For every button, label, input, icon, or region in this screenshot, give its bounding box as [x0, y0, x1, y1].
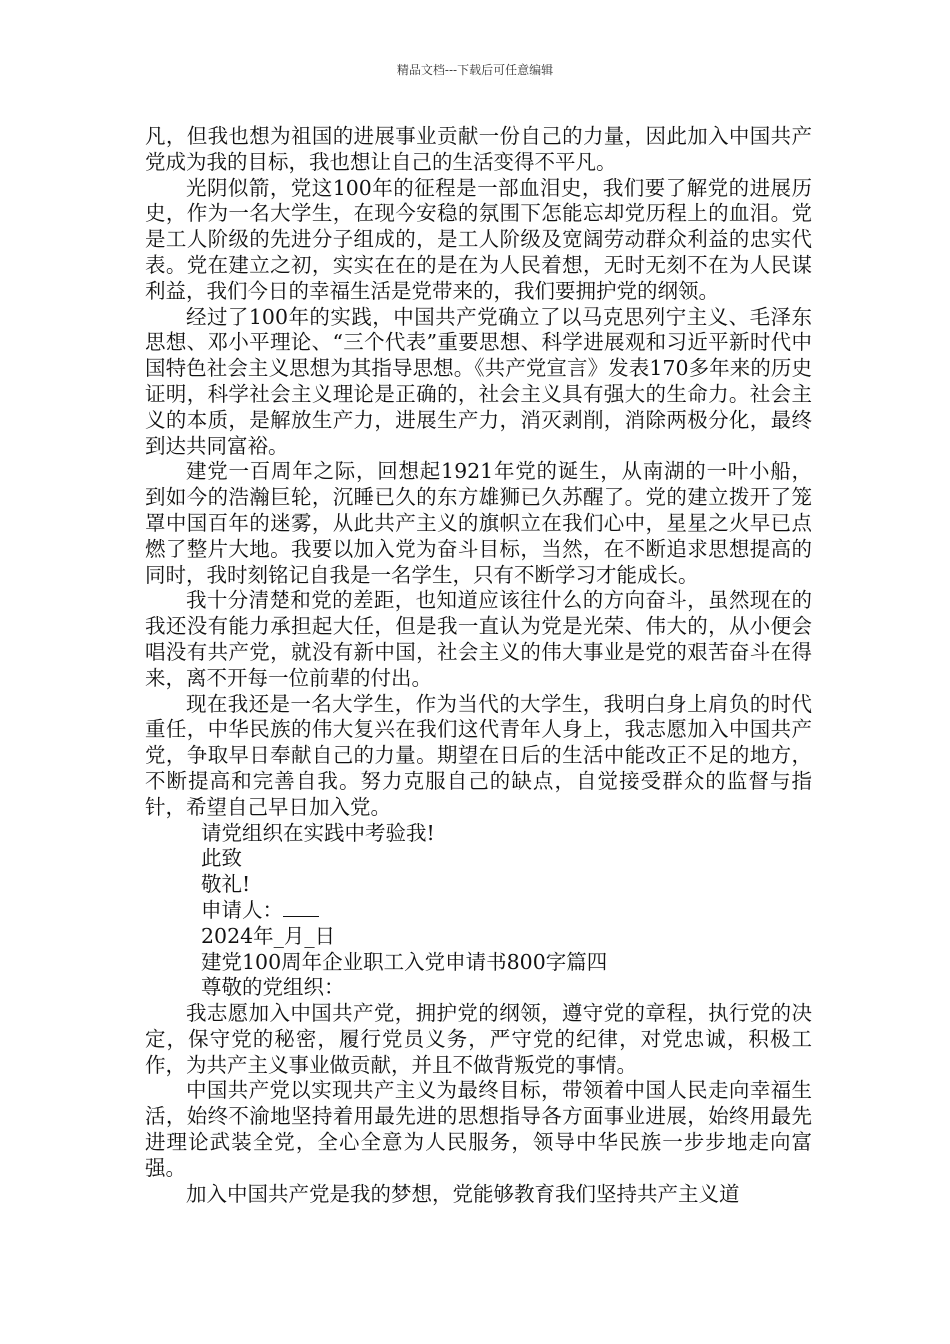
date-month: 月	[283, 923, 305, 948]
date-line	[145, 924, 812, 950]
paragraph: 经过了100年的实践，中国共产党确立了以马克思列宁主义、毛泽东思想、邓小平理论、“三个代表”重要思想、科学进展观和习近平新时代中国特色社会主义思想为其指导思想。《共产党宣言》发表170多年来的历史证明，科学社会主义理论是正确的，社会主义具有强大的生命力。社会主义的本质，是解放生产力，进展生产力，消灭剥削，消除两极分化，最终到达共同富裕。	[145, 304, 812, 458]
salutation-line-2: 敬礼!	[201, 872, 251, 897]
closing-request: 请党组织在实践中考验我!	[201, 820, 435, 845]
section-title: 建党100周年企业职工入党申请书800字篇四	[201, 949, 608, 974]
date-year: 2024年	[201, 923, 274, 948]
applicant-blank	[283, 898, 319, 917]
paragraph: 我志愿加入中国共产党，拥护党的纲领，遵守党的章程，执行党的决定，保守党的秘密，履行党员义务，严守党的纪律，对党忠诚，积极工作，为共产主义事业做贡献，并且不做背叛党的事情。	[145, 1001, 812, 1077]
paragraph: 现在我还是一名大学生，作为当代的大学生，我明白身上肩负的时代重任，中华民族的伟大复兴在我们这代青年人身上，我志愿加入中国共产党，争取早日奉献自己的力量。期望在日后的生活中能改正不足的地方，不断提高和完善自我。努力克服自己的缺点，自觉接受群众的监督与指针，希望自己早日加入党。	[145, 691, 812, 819]
applicant-line	[145, 898, 812, 924]
paragraph: 光阴似箭，党这100年的征程是一部血泪史，我们要了解党的进展历史，作为一名大学生，在现今安稳的氛围下怎能忘却党历程上的血泪。党是工人阶级的先进分子组成的，是工人阶级及宽阔劳动群众利益的忠实代表。党在建立之初，实实在在的是在为人民着想，无时无刻不在为人民谋利益，我们今日的幸福生活是党带来的，我们要拥护党的纲领。	[145, 175, 812, 303]
salutation-line-1: 此致	[201, 846, 242, 871]
applicant-label: 申请人：	[201, 897, 283, 922]
page-header: 精品文档---下载后可任意编辑	[396, 63, 554, 77]
paragraph-truncated: 加入中国共产党是我的梦想，党能够教育我们坚持共产主义道	[186, 1181, 740, 1206]
greeting: 尊敬的党组织：	[201, 975, 345, 1000]
date-blank-month: _	[273, 923, 284, 948]
paragraph: 中国共产党以实现共产主义为最终目标，带领着中国人民走向幸福生活，始终不渝地坚持着用最先进的思想指导各方面事业进展，始终用最先进理论武装全党，全心全意为人民服务，领导中华民族一步步地走向富强。	[145, 1078, 812, 1180]
paragraph-continued: 凡，但我也想为祖国的进展事业贡献一份自己的力量，因此加入中国共产党成为我的目标，我也想让自己的生活变得不平凡。	[145, 124, 812, 174]
date-blank-day: _	[304, 923, 315, 948]
paragraph: 建党一百周年之际，回想起1921年党的诞生，从南湖的一叶小船，到如今的浩瀚巨轮，沉睡已久的东方雄狮已久苏醒了。党的建立拨开了笼罩中国百年的迷雾，从此共产主义的旗帜立在我们心中，星星之火早已点燃了整片大地。我要以加入党为奋斗目标，当然，在不断追求思想提高的同时，我时刻铭记自我是一名学生，只有不断学习才能成长。	[145, 459, 812, 587]
document-body	[145, 124, 812, 1207]
date-day: 日	[314, 923, 336, 948]
paragraph: 我十分清楚和党的差距，也知道应该往什么的方向奋斗，虽然现在的我还没有能力承担起大任，但是我一直认为党是光荣、伟大的，从小便会唱没有共产党，就没有新中国，社会主义的伟大事业是党的艰苦奋斗在得来，离不开每一位前辈的付出。	[145, 588, 812, 690]
